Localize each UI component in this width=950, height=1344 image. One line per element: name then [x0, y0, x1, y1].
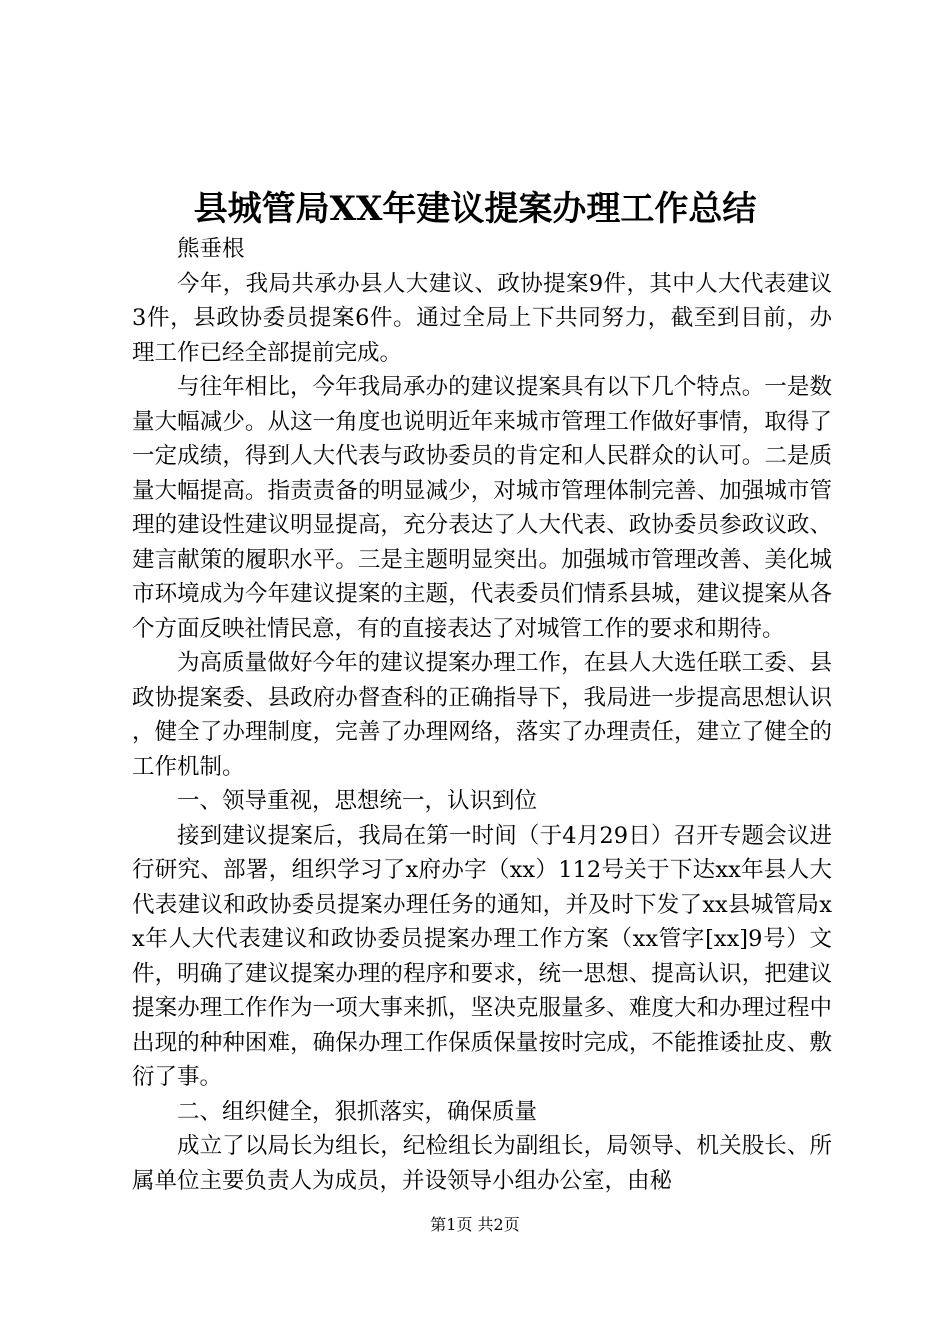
paragraph: 为高质量做好今年的建议提案办理工作，在县人大选任联工委、县政协提案委、县政府办督查科的正确指导下，我局进一步提高思想认识，健全了办理制度，完善了办理网络，落实了办理责任，建立了健全的工作机制。 — [132, 650, 832, 780]
section-heading: 一、领导重视，思想统一，认识到位 — [177, 788, 538, 814]
page-footer: 第1页 共2页 — [430, 1215, 520, 1234]
document-body — [132, 232, 832, 1198]
paragraph: 成立了以局长为组长，纪检组长为副组长，局领导、机关股长、所属单位主要负责人为成员，并设领导小组办公室，由秘 — [132, 1133, 832, 1194]
section-heading: 二、组织健全，狠抓落实，确保质量 — [177, 1098, 538, 1125]
author-line: 熊垂根 — [177, 236, 245, 262]
paragraph: 今年，我局共承办县人大建议、政协提案9件，其中人大代表建议3件，县政协委员提案6件。通过全局上下共同努力，截至到目前，办理工作已经全部提前完成。 — [132, 270, 832, 366]
document-title: 县城管局XX年建议提案办理工作总结 — [193, 189, 757, 229]
paragraph: 接到建议提案后，我局在第一时间（于4月29日）召开专题会议进行研究、部署，组织学习了x府办字（xx）112号关于下达xx年县人大代表建议和政协委员提案办理任务的通知，并及时下发了xx县城管局xx年人大代表建议和政协委员提案办理工作方案（xx管字[xx]9号）文件，明确了建议提案办理的程序和要求，统一思想、提高认识，把建议提案办理工作作为一项大事来抓，坚决克服量多、难度大和办理过程中出现的种种困难，确保办理工作保质保量按时完成，不能推诿扯皮、敷衍了事。 — [132, 822, 832, 1090]
paragraph: 与往年相比，今年我局承办的建议提案具有以下几个特点。一是数量大幅减少。从这一角度也说明近年来城市管理工作做好事情，取得了一定成绩，得到人大代表与政协委员的肯定和人民群众的认可。二是质量大幅提高。指责责备的明显减少，对城市管理体制完善、加强城市管理的建设性建议明显提高，充分表达了人大代表、政协委员参政议政、建言献策的履职水平。三是主题明显突出。加强城市管理改善、美化城市环境成为今年建议提案的主题，代表委员们情系县城，建议提案从各个方面反映社情民意，有的直接表达了对城管工作的要求和期待。 — [132, 374, 832, 642]
